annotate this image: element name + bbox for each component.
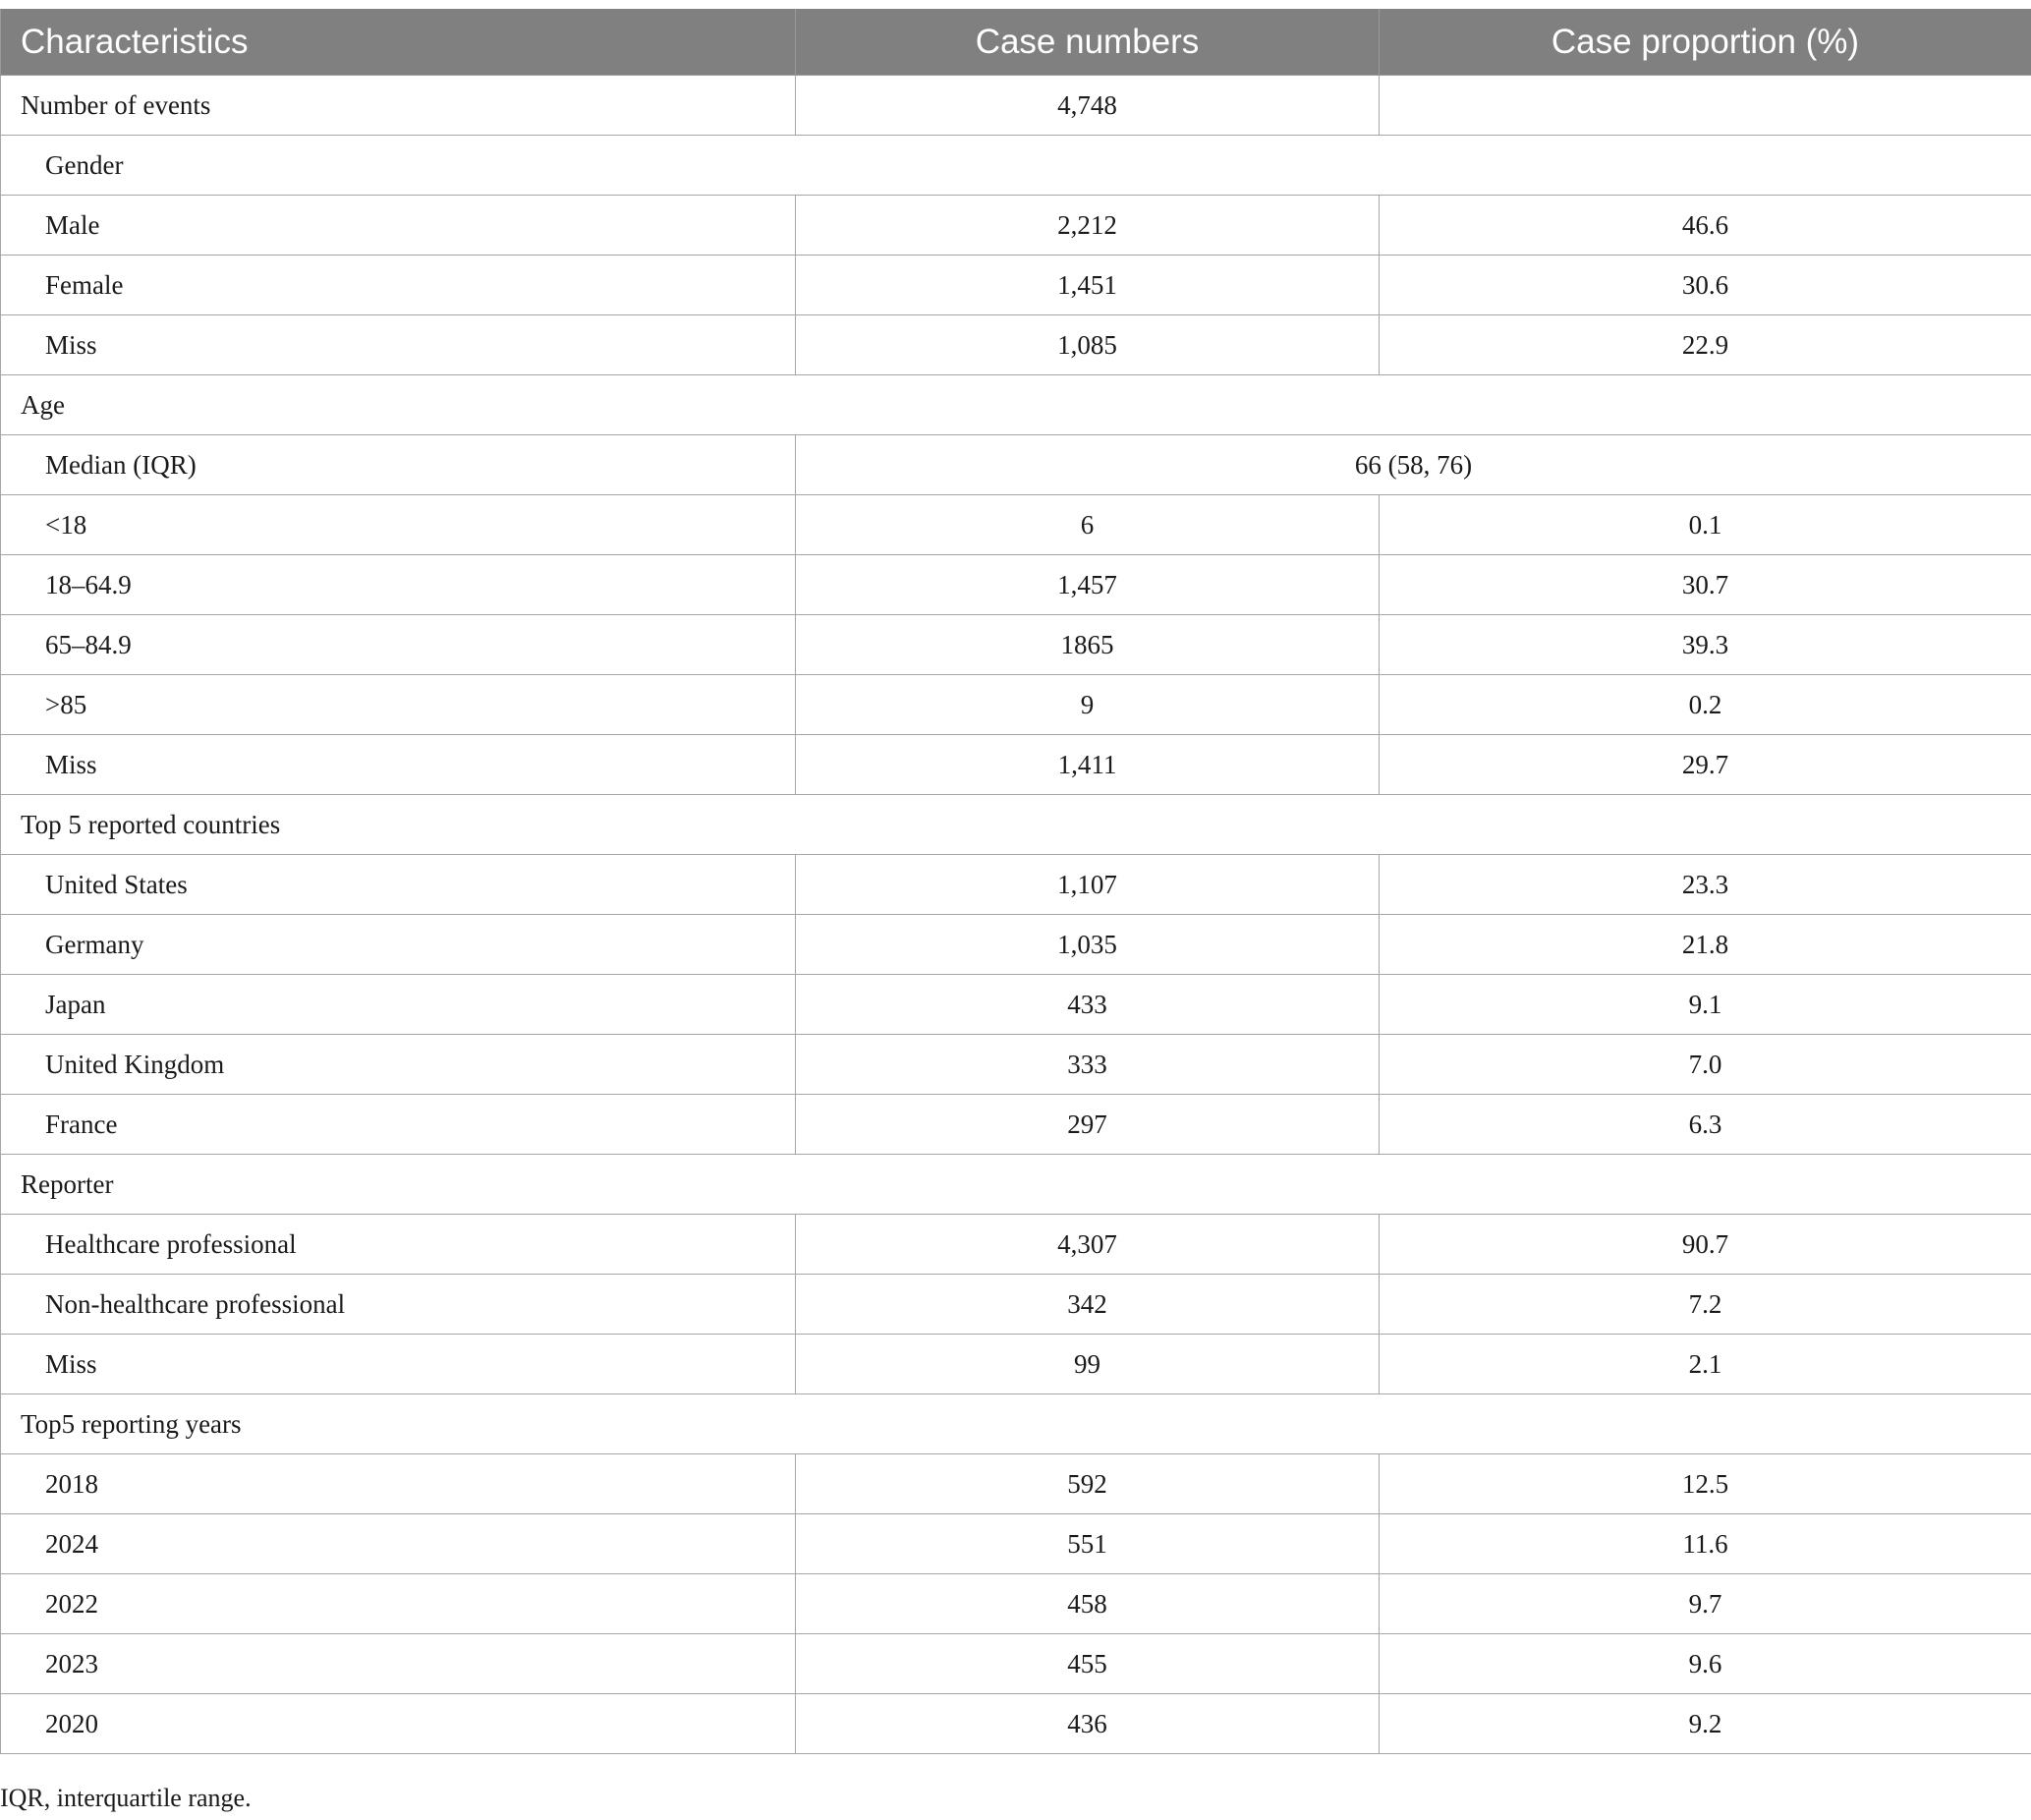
table-row [1, 1215, 2031, 1275]
case-number-cell: 4,307 [796, 1215, 1380, 1275]
table-row [1, 975, 2031, 1035]
case-number-cell: 342 [796, 1275, 1380, 1335]
case-number-cell: 297 [796, 1095, 1380, 1155]
row-label: Healthcare professional [1, 1215, 796, 1275]
row-label: Male [1, 196, 796, 256]
case-proportion-cell: 6.3 [1380, 1095, 2031, 1155]
section-row [1, 1155, 2031, 1215]
case-number-cell: 6 [796, 495, 1380, 555]
section-row [1, 795, 2031, 855]
header-row [1, 9, 2031, 76]
row-label: 2024 [1, 1514, 796, 1574]
table-footnote: IQR, interquartile range. [0, 1784, 252, 1812]
case-number-cell: 1,451 [796, 256, 1380, 315]
row-label: Median (IQR) [1, 435, 796, 495]
characteristics-table-container [0, 9, 2031, 1754]
section-label: Top5 reporting years [1, 1394, 2031, 1454]
table-row [1, 1035, 2031, 1095]
table-row [1, 315, 2031, 375]
case-number-cell: 551 [796, 1514, 1380, 1574]
table-row [1, 1335, 2031, 1394]
header-case-proportion: Case proportion (%) [1380, 9, 2031, 76]
section-row [1, 1394, 2031, 1454]
case-proportion-cell: 39.3 [1380, 615, 2031, 675]
row-label: United Kingdom [1, 1035, 796, 1095]
table-row [1, 615, 2031, 675]
table-row [1, 555, 2031, 615]
case-number-cell: 436 [796, 1694, 1380, 1754]
table-row [1, 196, 2031, 256]
case-proportion-cell: 29.7 [1380, 735, 2031, 795]
case-proportion-cell: 12.5 [1380, 1454, 2031, 1514]
table-row [1, 735, 2031, 795]
row-label: 2020 [1, 1694, 796, 1754]
row-label: Miss [1, 735, 796, 795]
case-number-cell: 1,107 [796, 855, 1380, 915]
table-row [1, 675, 2031, 735]
case-proportion-cell: 30.6 [1380, 256, 2031, 315]
table-row [1, 495, 2031, 555]
row-label: Female [1, 256, 796, 315]
case-number-cell: 592 [796, 1454, 1380, 1514]
row-label: United States [1, 855, 796, 915]
section-row [1, 136, 2031, 196]
row-label: 2018 [1, 1454, 796, 1514]
row-label: Number of events [1, 76, 796, 136]
case-proportion-cell: 9.2 [1380, 1694, 2031, 1754]
table-row [1, 1514, 2031, 1574]
case-number-cell: 9 [796, 675, 1380, 735]
table-row [1, 1275, 2031, 1335]
case-proportion-cell: 23.3 [1380, 855, 2031, 915]
section-label: Gender [1, 136, 2031, 196]
table-row [1, 855, 2031, 915]
table-row [1, 256, 2031, 315]
case-proportion-cell: 9.6 [1380, 1634, 2031, 1694]
row-label: Non-healthcare professional [1, 1275, 796, 1335]
case-number-cell: 4,748 [796, 76, 1380, 136]
case-proportion-cell: 0.1 [1380, 495, 2031, 555]
row-label: 2022 [1, 1574, 796, 1634]
case-proportion-cell: 9.1 [1380, 975, 2031, 1035]
case-number-cell: 1,035 [796, 915, 1380, 975]
merged-value-cell: 66 (58, 76) [796, 435, 2031, 495]
row-label: France [1, 1095, 796, 1155]
case-proportion-cell: 22.9 [1380, 315, 2031, 375]
table-body [1, 76, 2031, 1754]
table-row [1, 1454, 2031, 1514]
row-label: Miss [1, 315, 796, 375]
table-row [1, 1634, 2031, 1694]
header-case-numbers: Case numbers [796, 9, 1380, 76]
table-row [1, 435, 2031, 495]
row-label: Japan [1, 975, 796, 1035]
case-proportion-cell: 9.7 [1380, 1574, 2031, 1634]
table-row [1, 1694, 2031, 1754]
section-label: Top 5 reported countries [1, 795, 2031, 855]
characteristics-table [0, 9, 2031, 1754]
table-row [1, 1574, 2031, 1634]
row-label: 2023 [1, 1634, 796, 1694]
case-number-cell: 1,457 [796, 555, 1380, 615]
case-proportion-cell: 90.7 [1380, 1215, 2031, 1275]
case-proportion-cell: 2.1 [1380, 1335, 2031, 1394]
case-number-cell: 458 [796, 1574, 1380, 1634]
section-label: Age [1, 375, 2031, 435]
table-row [1, 1095, 2031, 1155]
row-label: <18 [1, 495, 796, 555]
case-proportion-cell: 21.8 [1380, 915, 2031, 975]
row-label: 65–84.9 [1, 615, 796, 675]
case-number-cell: 433 [796, 975, 1380, 1035]
row-label: 18–64.9 [1, 555, 796, 615]
case-number-cell: 99 [796, 1335, 1380, 1394]
case-proportion-cell: 0.2 [1380, 675, 2031, 735]
section-label: Reporter [1, 1155, 2031, 1215]
case-proportion-cell: 11.6 [1380, 1514, 2031, 1574]
case-number-cell: 333 [796, 1035, 1380, 1095]
table-row [1, 915, 2031, 975]
case-number-cell: 455 [796, 1634, 1380, 1694]
case-proportion-cell [1380, 76, 2031, 136]
case-proportion-cell: 7.0 [1380, 1035, 2031, 1095]
case-proportion-cell: 7.2 [1380, 1275, 2031, 1335]
table-row [1, 76, 2031, 136]
table-header [1, 9, 2031, 76]
case-number-cell: 1,411 [796, 735, 1380, 795]
row-label: Miss [1, 1335, 796, 1394]
case-number-cell: 1865 [796, 615, 1380, 675]
header-characteristics: Characteristics [1, 9, 796, 76]
case-number-cell: 1,085 [796, 315, 1380, 375]
case-proportion-cell: 30.7 [1380, 555, 2031, 615]
section-row [1, 375, 2031, 435]
row-label: >85 [1, 675, 796, 735]
case-proportion-cell: 46.6 [1380, 196, 2031, 256]
row-label: Germany [1, 915, 796, 975]
case-number-cell: 2,212 [796, 196, 1380, 256]
